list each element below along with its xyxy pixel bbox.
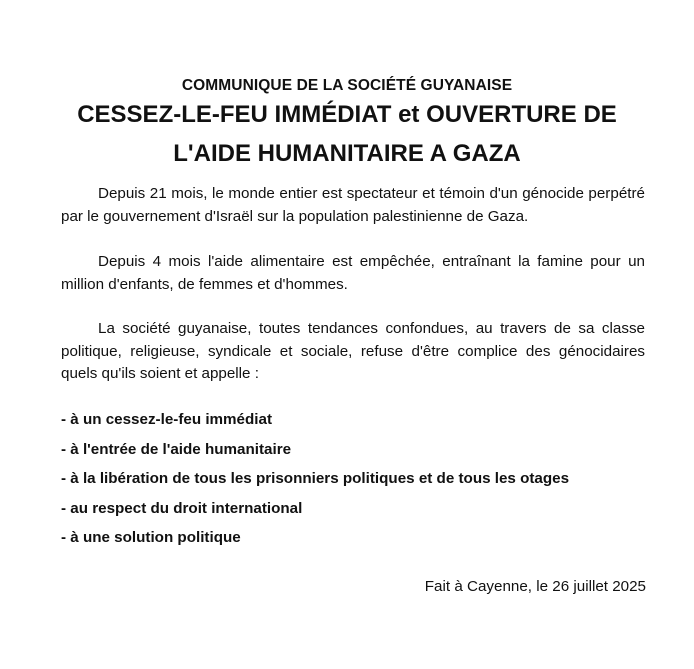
paragraph-appeal: La société guyanaise, toutes tendances confondues, au travers de sa classe politique, religieuse, syndicale et sociale, refuse d'être complice des génocidaires quels qu'ils soient et appelle :: [61, 320, 645, 382]
paragraph-genocide: Depuis 21 mois, le monde entier est spectateur et témoin d'un génocide perpétré par le gouvernement d'Israël sur la population palestinienne de Gaza.: [61, 185, 645, 225]
paragraph-famine: Depuis 4 mois l'aide alimentaire est empêchée, entraînant la famine pour un million d'enfants, de femmes et d'hommes.: [61, 253, 645, 293]
demand-ceasefire: - à un cessez-le-feu immédiat: [61, 411, 273, 428]
signature-date: Fait à Cayenne, le 26 juillet 2025: [424, 578, 646, 595]
organization-heading: COMMUNIQUE DE LA SOCIÉTÉ GUYANAISE: [181, 77, 513, 94]
title-line-2: L'AIDE HUMANITAIRE A GAZA: [173, 140, 521, 167]
title-line-1: CESSEZ-LE-FEU IMMÉDIAT et OUVERTURE DE: [77, 101, 617, 128]
demand-humanitarian-aid: - à l'entrée de l'aide humanitaire: [61, 440, 292, 458]
demand-political-solution: - à une solution politique: [61, 529, 241, 546]
demand-prisoner-release: - à la libération de tous les prisonniers politiques et de tous les otages: [61, 470, 570, 487]
demands-list: [61, 409, 661, 557]
demand-international-law: - au respect du droit international: [61, 499, 303, 517]
